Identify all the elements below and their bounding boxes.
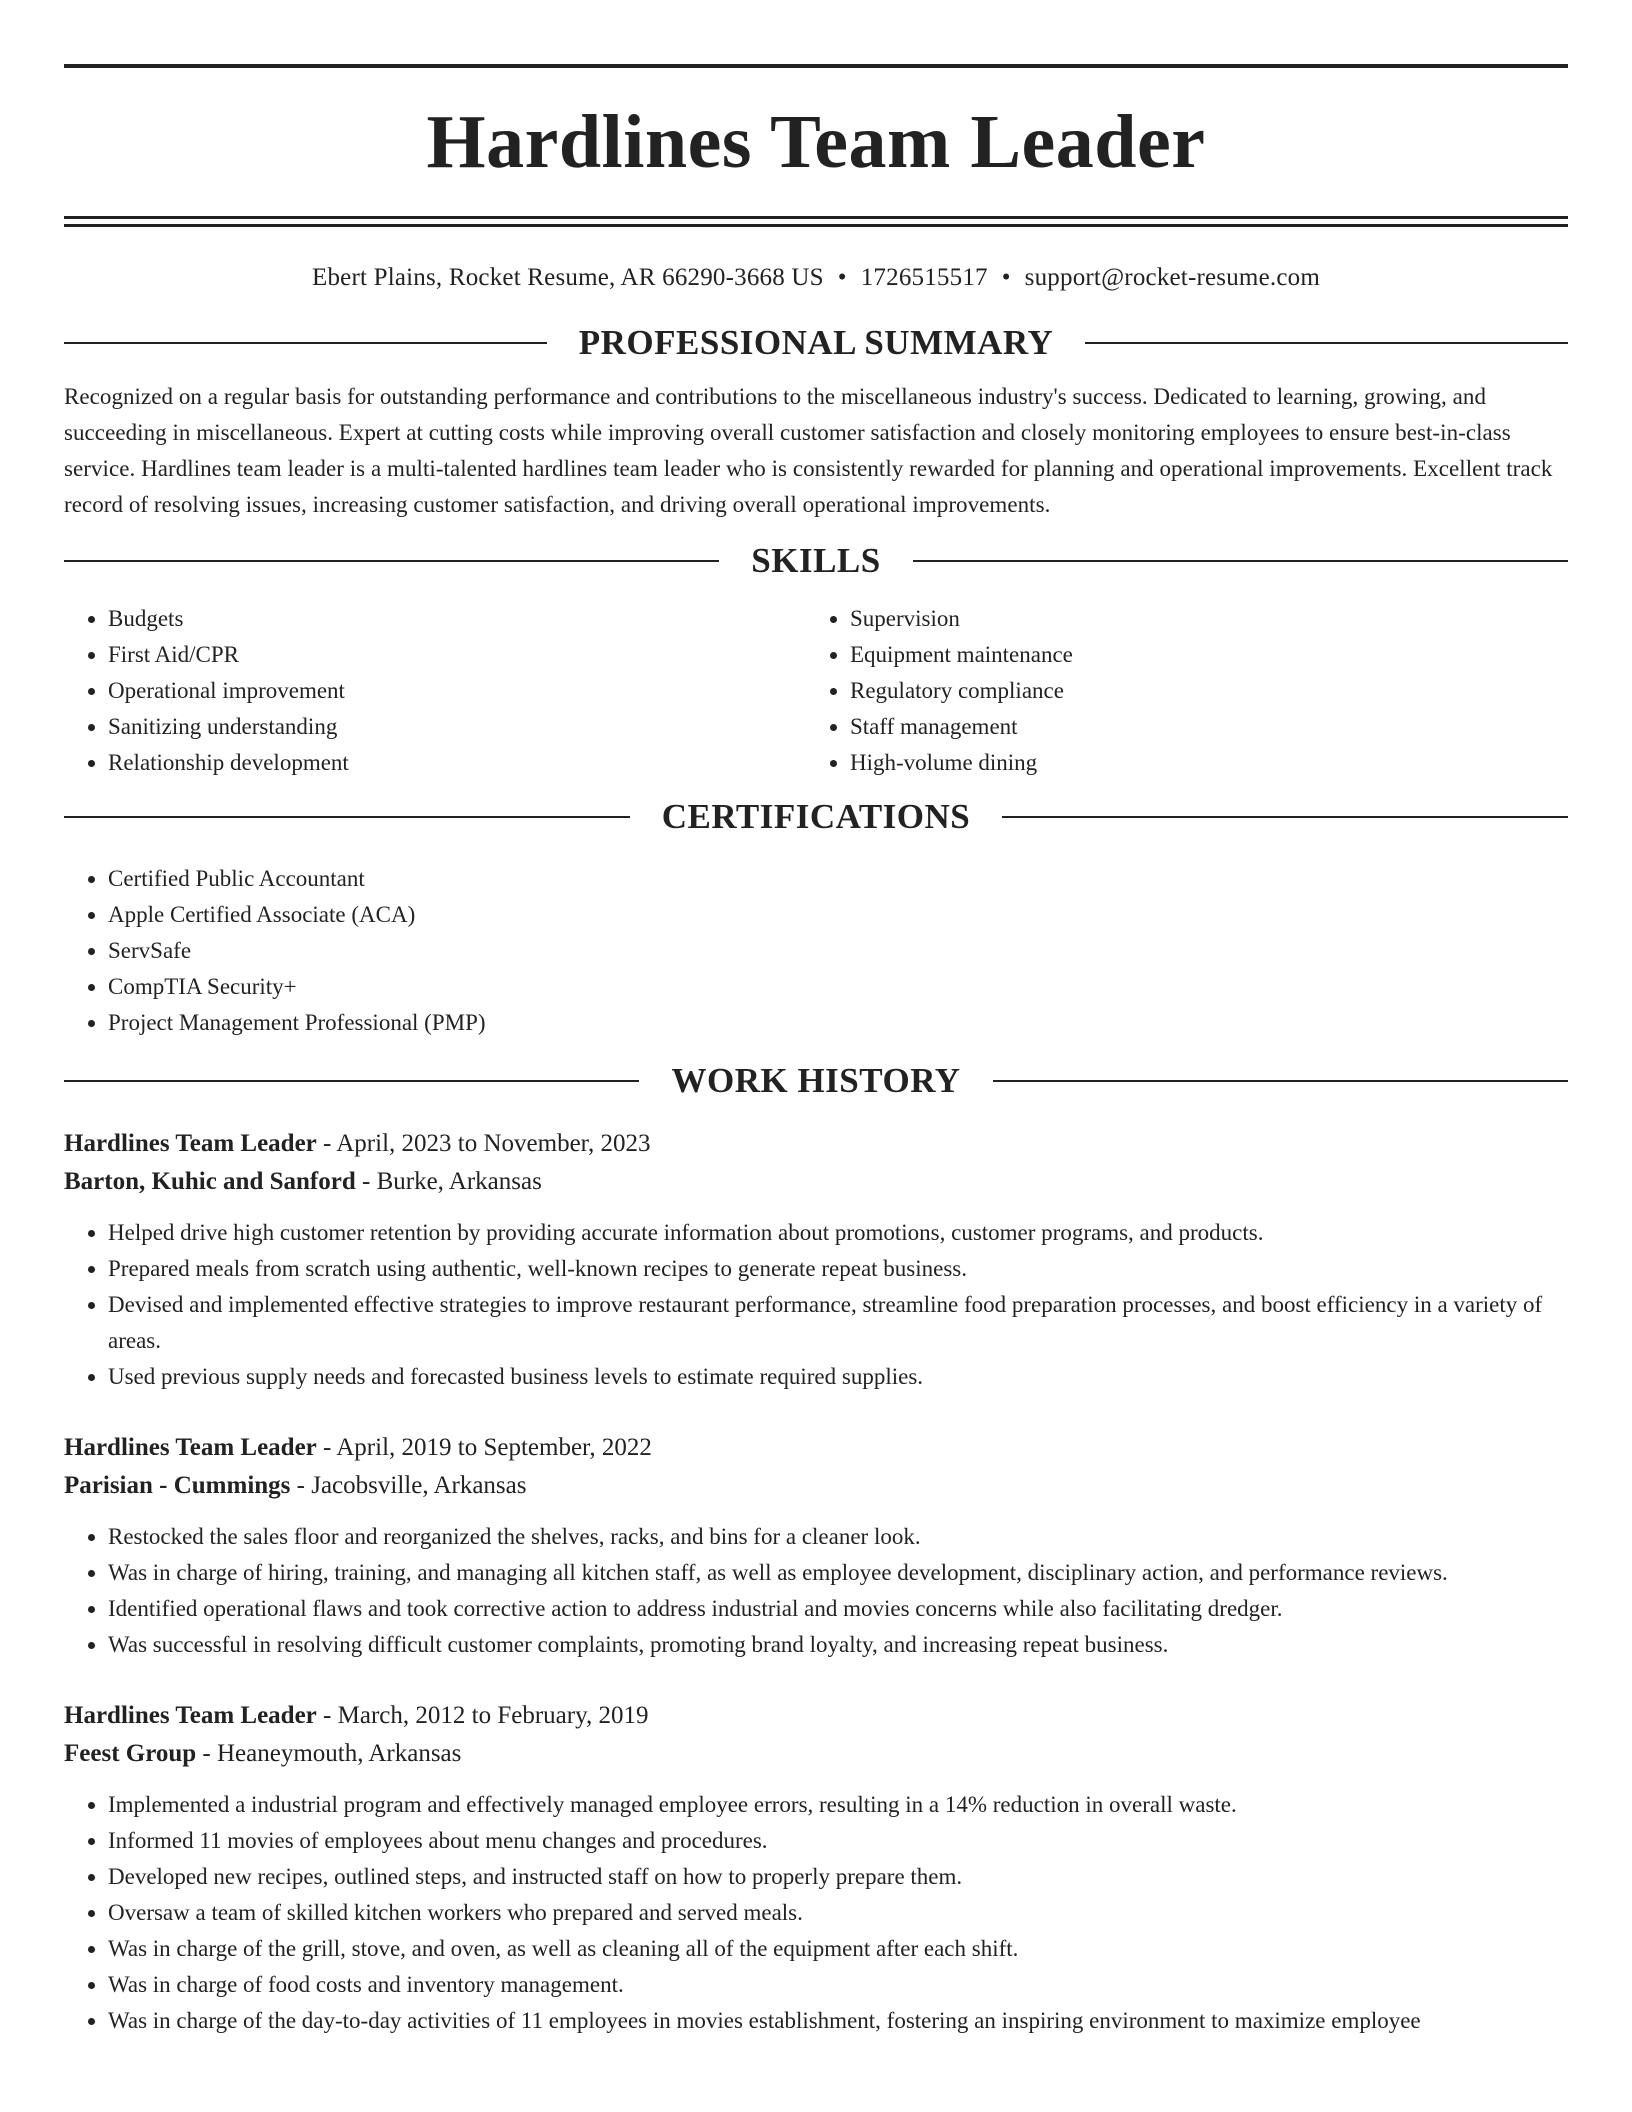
heading-rule-left bbox=[64, 1080, 639, 1082]
job-title: Hardlines Team Leader bbox=[64, 1130, 317, 1157]
skill-item: • Supervision bbox=[850, 601, 1548, 637]
job-bullet: • Was in charge of the day-to-day activities of 11 employees in movies establishment, fostering an inspiring environment to maximize employee bbox=[108, 2003, 1568, 2039]
job-bullet: • Was in charge of hiring, training, and managing all kitchen staff, as well as employee development, disciplinary action, and performance reviews. bbox=[108, 1555, 1568, 1591]
job-location: Heaneymouth, Arkansas bbox=[217, 1740, 462, 1767]
job-title-line: Hardlines Team Leader - April, 2019 to September, 2022 bbox=[64, 1434, 652, 1461]
skill-item: • Budgets bbox=[108, 601, 806, 637]
job-location: Burke, Arkansas bbox=[376, 1168, 542, 1195]
skill-item: • Equipment maintenance bbox=[850, 637, 1548, 673]
skills-columns bbox=[64, 601, 1568, 781]
job-bullets bbox=[64, 1519, 1568, 1663]
job-location: Jacobsville, Arkansas bbox=[311, 1472, 527, 1499]
job-bullet: • Prepared meals from scratch using authentic, well-known recipes to generate repeat business. bbox=[108, 1251, 1568, 1287]
skill-item: • First Aid/CPR bbox=[108, 637, 806, 673]
certification-item: • ServSafe bbox=[108, 933, 1568, 969]
job-bullet: • Was in charge of food costs and inventory management. bbox=[108, 1967, 1568, 2003]
skill-item: • Staff management bbox=[850, 709, 1548, 745]
heading-rule-right bbox=[1002, 816, 1568, 818]
heading-rule-right bbox=[993, 1080, 1568, 1082]
job-bullet: • Informed 11 movies of employees about menu changes and procedures. bbox=[108, 1823, 1568, 1859]
job-title-line: Hardlines Team Leader - March, 2012 to February, 2019 bbox=[64, 1702, 649, 1729]
job-company-line: Barton, Kuhic and Sanford - Burke, Arkansas bbox=[64, 1168, 542, 1195]
job-bullet: • Developed new recipes, outlined steps, and instructed staff on how to properly prepare them. bbox=[108, 1859, 1568, 1895]
skills-list-left bbox=[64, 601, 806, 781]
skill-item: • Relationship development bbox=[108, 745, 806, 781]
heading-rule-left bbox=[64, 560, 719, 562]
job-bullet: • Was successful in resolving difficult customer complaints, promoting brand loyalty, and increasing repeat business. bbox=[108, 1627, 1568, 1663]
certification-item: • Apple Certified Associate (ACA) bbox=[108, 897, 1568, 933]
work-history-section-heading bbox=[64, 1061, 1568, 1101]
job-bullet: • Oversaw a team of skilled kitchen workers who prepared and served meals. bbox=[108, 1895, 1568, 1931]
contact-address: Ebert Plains, Rocket Resume, AR 66290-3668 US bbox=[312, 264, 824, 291]
job-title-line: Hardlines Team Leader - April, 2023 to November, 2023 bbox=[64, 1130, 651, 1157]
job-bullet: • Devised and implemented effective strategies to improve restaurant performance, streamline food preparation processes, and boost efficiency in a variety of areas. bbox=[108, 1287, 1568, 1359]
resume-title: Hardlines Team Leader bbox=[426, 100, 1206, 184]
skills-section-heading bbox=[64, 541, 1568, 581]
job-bullet: • Used previous supply needs and forecasted business levels to estimate required supplies. bbox=[108, 1359, 1568, 1395]
job-title: Hardlines Team Leader bbox=[64, 1702, 317, 1729]
work-history-heading: WORK HISTORY bbox=[671, 1061, 961, 1100]
contact-phone: 1726515517 bbox=[860, 264, 988, 291]
job-dates: March, 2012 to February, 2019 bbox=[337, 1702, 649, 1729]
top-rule bbox=[64, 64, 1568, 68]
certification-item: • Project Management Professional (PMP) bbox=[108, 1005, 1568, 1041]
summary-section-heading bbox=[64, 323, 1568, 363]
certifications-section-heading bbox=[64, 797, 1568, 837]
contact-separator: • bbox=[1001, 264, 1011, 291]
job-dates: April, 2023 to November, 2023 bbox=[336, 1130, 651, 1157]
job-bullet: • Identified operational flaws and took corrective action to address industrial and movies concerns while also facilitating dredger. bbox=[108, 1591, 1568, 1627]
certification-item: • Certified Public Accountant bbox=[108, 861, 1568, 897]
summary-heading: PROFESSIONAL SUMMARY bbox=[578, 323, 1054, 362]
heading-rule-right bbox=[913, 560, 1568, 562]
summary-text: Recognized on a regular basis for outstanding performance and contributions to the miscellaneous industry's success. Dedicated to learning, growing, and succeeding in miscellaneous. Expert at cutting costs while improving overall customer satisfaction and closely monitoring employees to ensure best-in-class service. Hardlines team leader is a multi-talented hardlines team leader who is consistently rewarded for planning and operational improvements. Excellent track record of resolving issues, increasing customer satisfaction, and driving overall operational improvements. bbox=[64, 384, 1553, 517]
job-company-line: Parisian - Cummings - Jacobsville, Arkansas bbox=[64, 1472, 527, 1499]
skills-list-right bbox=[806, 601, 1548, 781]
heading-rule-left bbox=[64, 342, 547, 344]
job-dates: April, 2019 to September, 2022 bbox=[336, 1434, 652, 1461]
job-bullet: • Was in charge of the grill, stove, and oven, as well as cleaning all of the equipment after each shift. bbox=[108, 1931, 1568, 1967]
heading-rule-left bbox=[64, 816, 630, 818]
skills-heading: SKILLS bbox=[751, 541, 881, 580]
job-bullet: • Implemented a industrial program and effectively managed employee errors, resulting in a 14% reduction in overall waste. bbox=[108, 1787, 1568, 1823]
job-bullets bbox=[64, 1215, 1568, 1395]
certification-item: • CompTIA Security+ bbox=[108, 969, 1568, 1005]
title-double-rule bbox=[64, 216, 1568, 227]
job-bullet: • Restocked the sales floor and reorganized the shelves, racks, and bins for a cleaner look. bbox=[108, 1519, 1568, 1555]
resume-page bbox=[64, 64, 1568, 2039]
job-company: Parisian - Cummings bbox=[64, 1472, 291, 1499]
skill-item: • Regulatory compliance bbox=[850, 673, 1548, 709]
skill-item: • Operational improvement bbox=[108, 673, 806, 709]
job-company-line: Feest Group - Heaneymouth, Arkansas bbox=[64, 1740, 462, 1767]
contact-separator: • bbox=[837, 264, 847, 291]
contact-line bbox=[64, 263, 1568, 293]
job-entry bbox=[64, 1697, 1568, 2039]
contact-email: support@rocket-resume.com bbox=[1024, 264, 1320, 291]
job-company: Barton, Kuhic and Sanford bbox=[64, 1168, 356, 1195]
skill-item: • High-volume dining bbox=[850, 745, 1548, 781]
certifications-heading: CERTIFICATIONS bbox=[661, 797, 971, 836]
certifications-list bbox=[64, 861, 1568, 1041]
skill-item: • Sanitizing understanding bbox=[108, 709, 806, 745]
job-bullets bbox=[64, 1787, 1568, 2039]
job-company: Feest Group bbox=[64, 1740, 197, 1767]
job-entry bbox=[64, 1125, 1568, 1395]
heading-rule-right bbox=[1085, 342, 1568, 344]
job-entry bbox=[64, 1429, 1568, 1663]
job-bullet: • Helped drive high customer retention by providing accurate information about promotions, customer programs, and products. bbox=[108, 1215, 1568, 1251]
job-title: Hardlines Team Leader bbox=[64, 1434, 317, 1461]
